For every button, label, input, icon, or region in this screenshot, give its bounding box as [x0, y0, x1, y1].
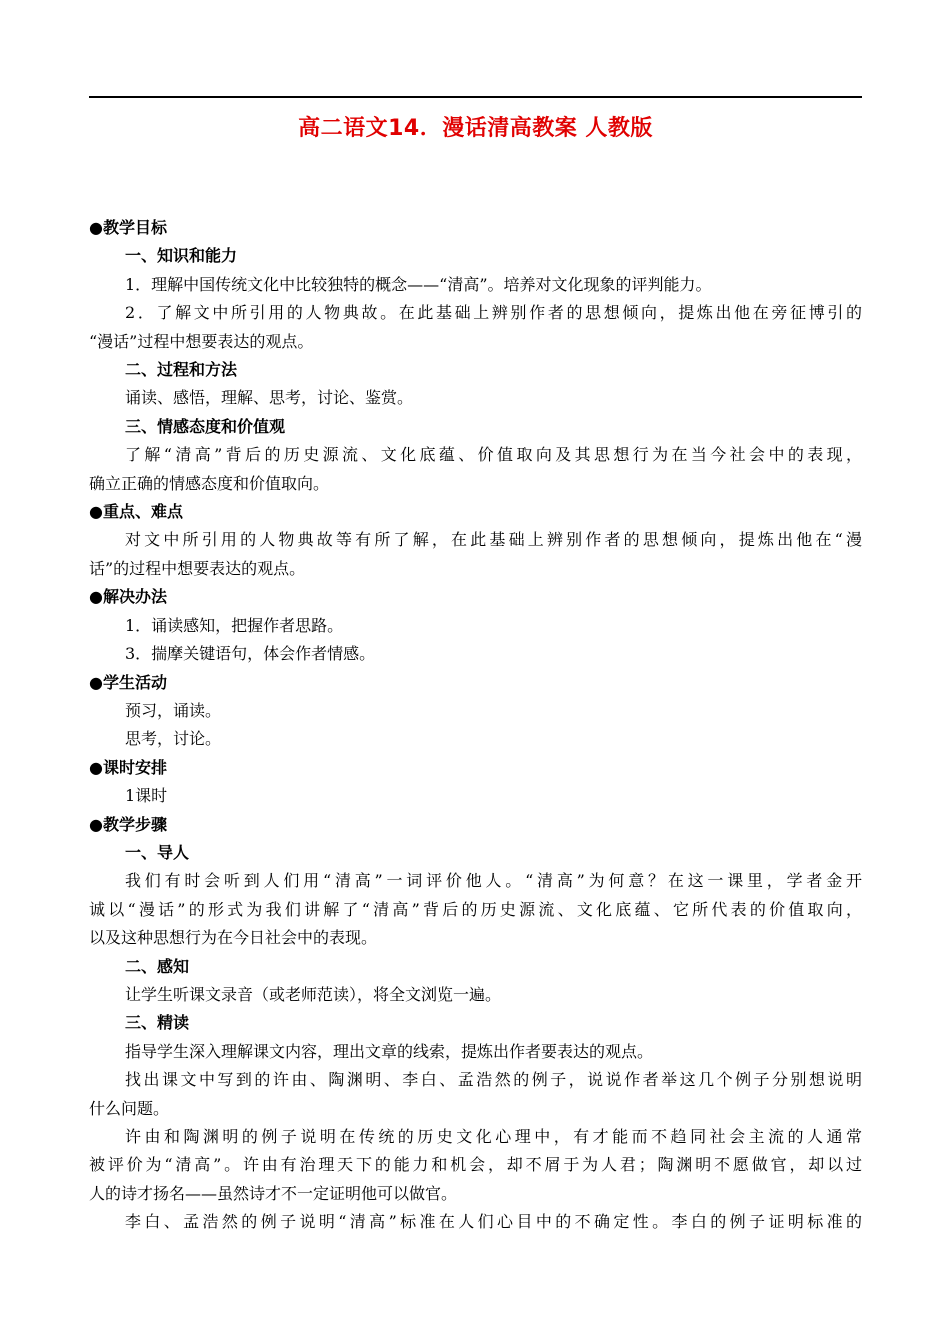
paragraph-line: 预习，诵读。 — [125, 700, 222, 720]
paragraph-line: 以及这种思想行为在今日社会中的表现。 — [89, 928, 378, 948]
section-heading: ●教学步骤 — [89, 814, 167, 834]
paragraph-line: “漫话”过程中想要表达的观点。 — [89, 331, 314, 351]
paragraph-line: 找出课文中写到的许由、陶渊明、李白、孟浩然的例子，说说作者举这几个例子分别想说明 — [125, 1070, 862, 1090]
document-page — [89, 96, 862, 1237]
paragraph-line: 被评价为“清高”。许由有治理天下的能力和机会，却不屑于为人君；陶渊明不愿做官，却以过 — [89, 1155, 862, 1175]
subsection-heading: 三、精读 — [125, 1013, 190, 1033]
section-heading: ●解决办法 — [89, 587, 167, 607]
paragraph-line: 了解“清高”背后的历史源流、文化底蕴、价值取向及其思想行为在当今社会中的表现， — [125, 445, 862, 465]
paragraph-line: 什么问题。 — [89, 1098, 170, 1118]
subsection-heading: 二、过程和方法 — [125, 360, 238, 380]
paragraph-line: 人的诗才扬名——虽然诗才不一定证明他可以做官。 — [89, 1183, 458, 1203]
section-heading: ●学生活动 — [89, 672, 167, 692]
paragraph-line: 1．理解中国传统文化中比较独特的概念——“清高”。培养对文化现象的评判能力。 — [125, 274, 712, 294]
section-heading: ●课时安排 — [89, 757, 167, 777]
section-heading: ●重点、难点 — [89, 502, 183, 522]
paragraph-line: 让学生听课文录音（或老师范读），将全文浏览一遍。 — [125, 984, 502, 1004]
paragraph-line: 确立正确的情感态度和价值取向。 — [89, 473, 330, 493]
paragraph-line: 诵读、感悟，理解、思考，讨论、鉴赏。 — [125, 388, 414, 408]
paragraph-line: 诚以“漫话”的形式为我们讲解了“清高”背后的历史源流、文化底蕴、它所代表的价值取向， — [89, 899, 862, 919]
document-body — [89, 214, 862, 1237]
subsection-heading: 一、导人 — [125, 842, 190, 862]
document-title: 高二语文14．漫话清高教案 人教版 — [298, 116, 653, 141]
paragraph-line: 1．诵读感知，把握作者思路。 — [125, 615, 344, 635]
paragraph-line: 许由和陶渊明的例子说明在传统的历史文化心理中，有才能而不趋同社会主流的人通常 — [125, 1127, 862, 1146]
paragraph-line: 思考，讨论。 — [125, 729, 222, 749]
paragraph-line: 李白、孟浩然的例子说明“清高”标准在人们心目中的不确定性。李白的例子证明标准的 — [125, 1212, 862, 1232]
subsection-heading: 二、感知 — [125, 956, 190, 976]
paragraph-line: 指导学生深入理解课文内容，理出文章的线索，提炼出作者要表达的观点。 — [125, 1041, 654, 1061]
subsection-heading: 三、情感态度和价值观 — [125, 416, 286, 436]
paragraph-line: 1课时 — [125, 786, 168, 806]
paragraph-line: 3．揣摩关键语句，体会作者情感。 — [125, 644, 376, 664]
section-heading: ●教学目标 — [89, 218, 167, 237]
subsection-heading: 一、知识和能力 — [125, 246, 238, 266]
paragraph-line: 话”的过程中想要表达的观点。 — [89, 558, 306, 578]
paragraph-line: 2．了解文中所引用的人物典故。在此基础上辨别作者的思想倾向，提炼出他在旁征博引的 — [125, 303, 862, 323]
paragraph-line: 我们有时会听到人们用“清高”一词评价他人。“清高”为何意？在这一课里，学者金开 — [125, 871, 862, 891]
header-rule — [89, 96, 862, 98]
paragraph-line: 对文中所引用的人物典故等有所了解，在此基础上辨别作者的思想倾向，提炼出他在“漫 — [125, 530, 862, 550]
